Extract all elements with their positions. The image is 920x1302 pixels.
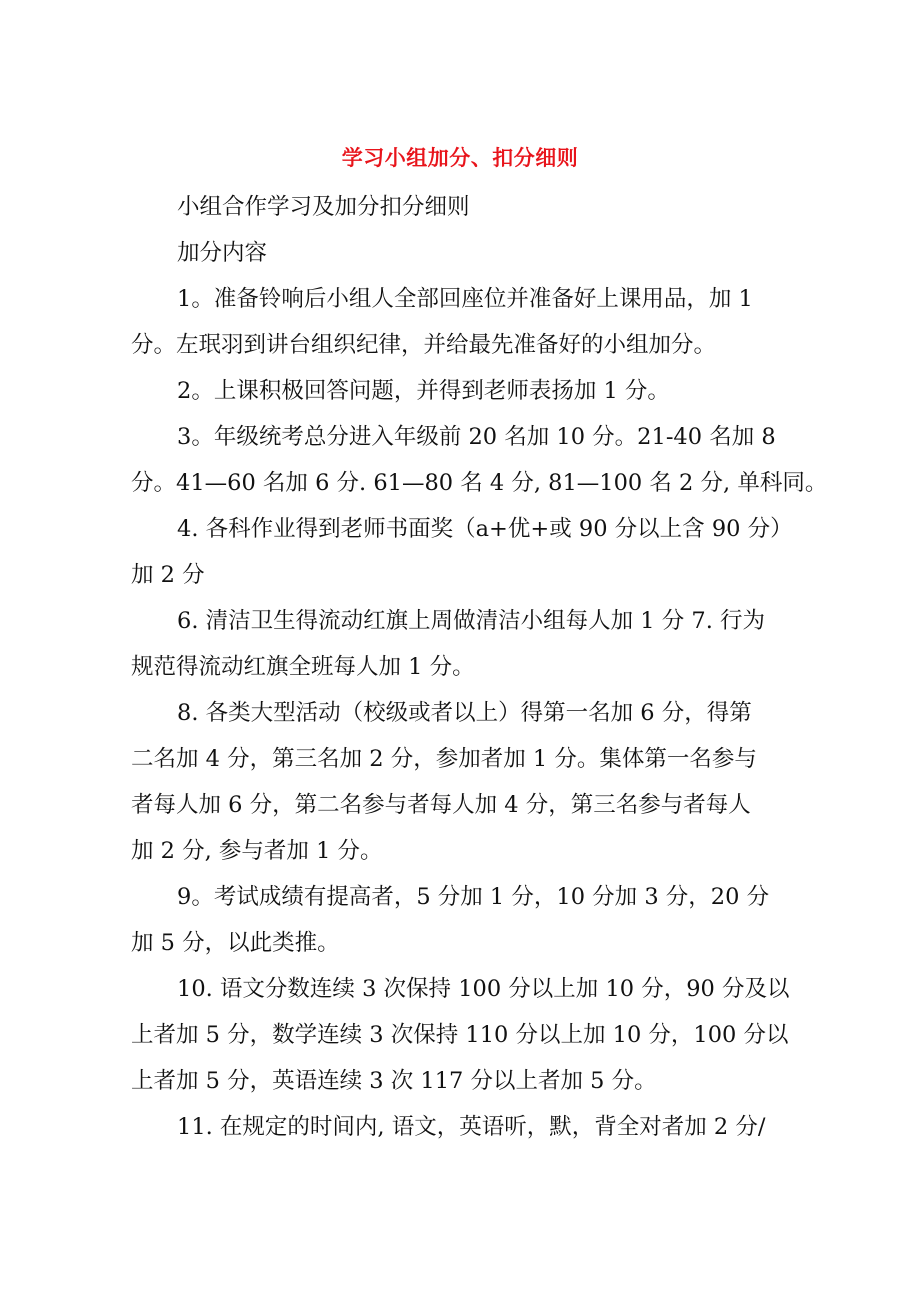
paragraph-line: 10. 语文分数连续 3 次保持 100 分以上加 10 分，90 分及以 xyxy=(177,976,790,1002)
document-body xyxy=(131,184,828,1150)
paragraph-line: 分。41—60 名加 6 分. 61—80 名 4 分, 81—100 名 2 分, 单科同。 xyxy=(131,470,828,496)
paragraph-line: 6. 清洁卫生得流动红旗上周做清洁小组每人加 1 分 7. 行为 xyxy=(177,608,766,634)
paragraph-line: 3。年级统考总分进入年级前 20 名加 10 分。21-40 名加 8 xyxy=(177,424,776,450)
paragraph-line: 加 5 分，以此类推。 xyxy=(131,930,340,956)
paragraph-line: 1。准备铃响后小组人全部回座位并准备好上课用品，加 1 xyxy=(177,286,753,312)
paragraph-line: 分。左珉羽到讲台组织纪律，并给最先准备好的小组加分。 xyxy=(131,332,717,358)
paragraph-line: 2。上课积极回答问题，并得到老师表扬加 1 分。 xyxy=(177,378,670,404)
paragraph-line: 上者加 5 分，数学连续 3 次保持 110 分以上加 10 分，100 分以 xyxy=(131,1022,789,1048)
paragraph-line: 8. 各类大型活动（校级或者以上）得第一名加 6 分，得第 xyxy=(177,700,752,726)
paragraph-line: 加 2 分 xyxy=(131,562,205,588)
subtitle-line: 小组合作学习及加分扣分细则 xyxy=(177,194,470,220)
section-heading: 加分内容 xyxy=(177,240,268,266)
paragraph-line: 二名加 4 分，第三名加 2 分，参加者加 1 分。集体第一名参与 xyxy=(131,746,757,772)
paragraph-line: 11. 在规定的时间内, 语文，英语听，默，背全对者加 2 分/ xyxy=(177,1114,766,1140)
paragraph-line: 加 2 分, 参与者加 1 分。 xyxy=(131,838,383,864)
paragraph-line: 者每人加 6 分，第二名参与者每人加 4 分，第三名参与者每人 xyxy=(131,792,751,818)
paragraph-line: 规范得流动红旗全班每人加 1 分。 xyxy=(131,654,475,680)
paragraph-line: 上者加 5 分，英语连续 3 次 117 分以上者加 5 分。 xyxy=(131,1068,657,1094)
document-title: 学习小组加分、扣分细则 xyxy=(341,146,579,170)
paragraph-line: 9。考试成绩有提高者，5 分加 1 分，10 分加 3 分，20 分 xyxy=(177,884,770,910)
paragraph-line: 4. 各科作业得到老师书面奖（a+优+或 90 分以上含 90 分） xyxy=(177,516,793,542)
